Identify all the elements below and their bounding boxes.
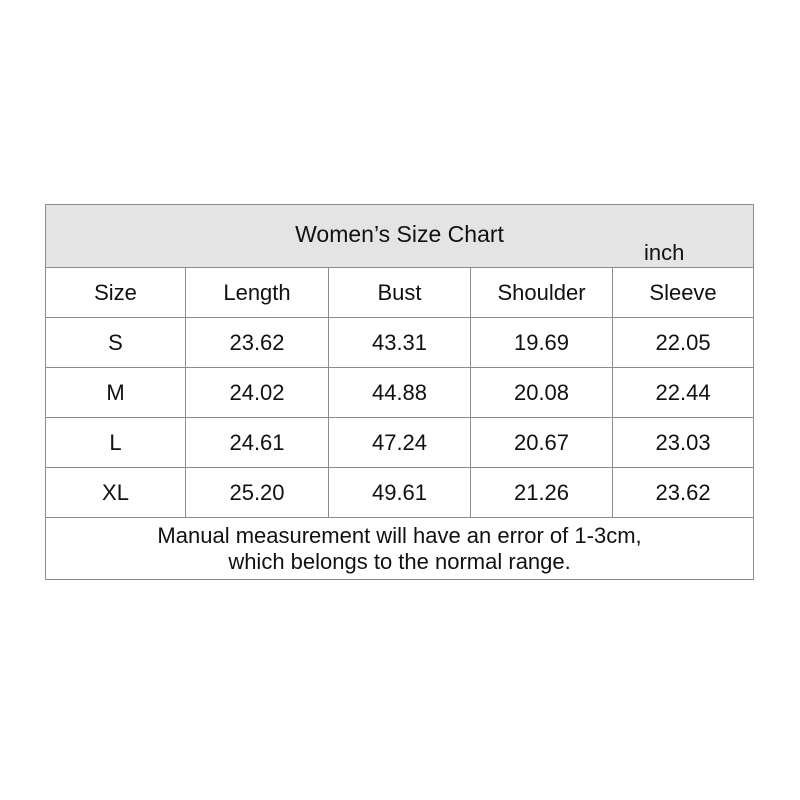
cell-bust: 49.61 bbox=[329, 468, 471, 518]
header-row bbox=[46, 268, 754, 318]
title-row bbox=[46, 205, 754, 268]
cell-bust: 44.88 bbox=[329, 368, 471, 418]
cell-bust: 43.31 bbox=[329, 318, 471, 368]
header-sleeve: Sleeve bbox=[613, 268, 754, 318]
header-shoulder: Shoulder bbox=[471, 268, 613, 318]
cell-size: M bbox=[46, 368, 186, 418]
unit-label: inch bbox=[644, 240, 685, 265]
cell-sleeve: 22.44 bbox=[613, 368, 754, 418]
table-row bbox=[46, 368, 754, 418]
cell-size: XL bbox=[46, 468, 186, 518]
note-line-2: which belongs to the normal range. bbox=[228, 548, 571, 574]
cell-length: 24.02 bbox=[186, 368, 329, 418]
chart-title: Women’s Size Chart bbox=[295, 221, 504, 247]
note-line-1: Manual measurement will have an error of 1-3cm, bbox=[157, 522, 642, 548]
cell-sleeve: 23.62 bbox=[613, 468, 754, 518]
cell-shoulder: 21.26 bbox=[471, 468, 613, 518]
cell-length: 25.20 bbox=[186, 468, 329, 518]
cell-sleeve: 23.03 bbox=[613, 418, 754, 468]
cell-size: L bbox=[46, 418, 186, 468]
cell-length: 23.62 bbox=[186, 318, 329, 368]
title-cell bbox=[46, 205, 754, 268]
cell-shoulder: 20.67 bbox=[471, 418, 613, 468]
header-bust: Bust bbox=[329, 268, 471, 318]
note-row bbox=[46, 518, 754, 580]
cell-shoulder: 20.08 bbox=[471, 368, 613, 418]
table-row bbox=[46, 468, 754, 518]
cell-sleeve: 22.05 bbox=[613, 318, 754, 368]
cell-bust: 47.24 bbox=[329, 418, 471, 468]
table-row bbox=[46, 418, 754, 468]
measurement-note bbox=[46, 518, 754, 580]
cell-shoulder: 19.69 bbox=[471, 318, 613, 368]
header-length: Length bbox=[186, 268, 329, 318]
cell-length: 24.61 bbox=[186, 418, 329, 468]
table-row bbox=[46, 318, 754, 368]
header-size: Size bbox=[46, 268, 186, 318]
cell-size: S bbox=[46, 318, 186, 368]
size-chart-table bbox=[45, 204, 754, 580]
